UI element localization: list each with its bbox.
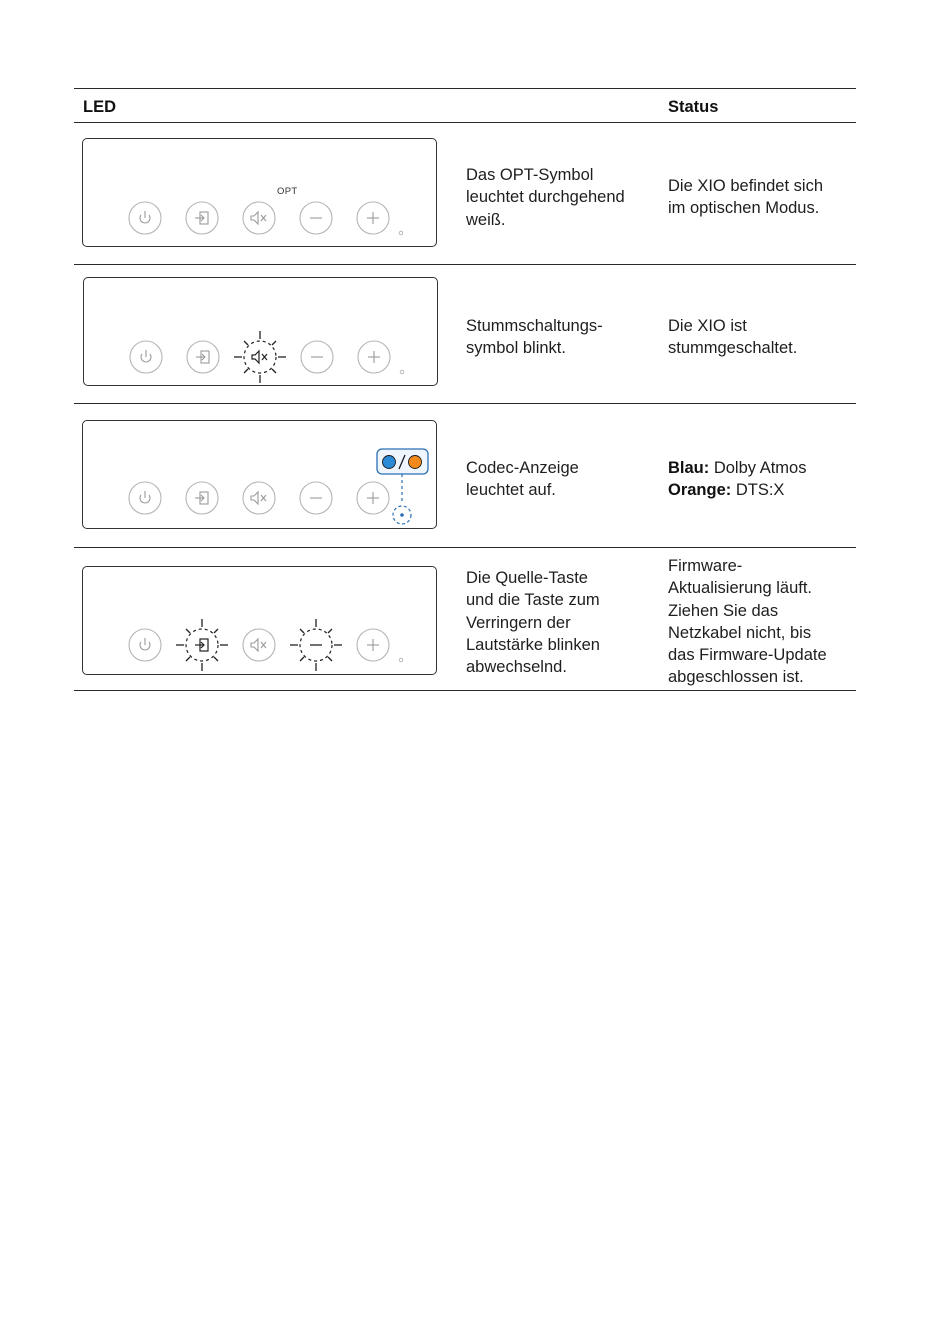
row-divider-2 bbox=[74, 403, 856, 404]
led-panel-opt bbox=[82, 138, 437, 247]
header-status: Status bbox=[668, 98, 719, 116]
row1-status: Die XIO befindet sich im optischen Modus. bbox=[668, 177, 823, 218]
source-icon bbox=[196, 351, 209, 363]
source-icon bbox=[195, 212, 208, 224]
power-icon bbox=[140, 491, 150, 503]
mute-icon bbox=[251, 639, 266, 651]
status-dot bbox=[399, 658, 403, 662]
led-panel-codec bbox=[82, 420, 437, 529]
header-rule bbox=[74, 122, 856, 123]
row3-description: Codec-Anzeige leuchtet auf. bbox=[466, 459, 579, 500]
mute-icon bbox=[251, 492, 266, 504]
plus-icon bbox=[367, 492, 379, 504]
header-led: LED bbox=[83, 98, 116, 116]
row3-status: Blau: Dolby Atmos Orange: DTS:X bbox=[668, 459, 807, 500]
row-divider-3 bbox=[74, 547, 856, 548]
source-icon bbox=[195, 639, 208, 651]
table-top-rule bbox=[74, 88, 856, 89]
led-panel-firmware bbox=[82, 566, 437, 675]
opt-label: OPT bbox=[277, 186, 298, 197]
button-row bbox=[83, 421, 438, 530]
status-dot bbox=[399, 231, 403, 235]
button-row bbox=[83, 139, 438, 248]
plus-icon bbox=[368, 351, 380, 363]
mute-icon bbox=[252, 351, 267, 363]
power-icon bbox=[141, 350, 151, 362]
codec-blue-led bbox=[383, 456, 396, 469]
status-orange-label: Orange: bbox=[668, 481, 732, 500]
codec-orange-led bbox=[409, 456, 422, 469]
power-icon bbox=[140, 638, 150, 650]
button-row bbox=[84, 278, 439, 387]
status-dot bbox=[400, 370, 404, 374]
button-row bbox=[83, 567, 438, 676]
mute-icon bbox=[251, 212, 266, 224]
source-icon bbox=[195, 492, 208, 504]
plus-icon bbox=[367, 639, 379, 651]
table-bottom-rule bbox=[74, 690, 856, 691]
row1-description: Das OPT-Symbol leuchtet durchgehend weiß. bbox=[466, 166, 625, 229]
status-blue-label: Blau: bbox=[668, 459, 710, 477]
led-panel-mute bbox=[83, 277, 438, 386]
row-divider-1 bbox=[74, 264, 856, 265]
blink-rays bbox=[234, 331, 286, 383]
power-icon bbox=[140, 211, 150, 223]
row4-description: Die Quelle-Taste und die Taste zum Verringern der Lautstärke blinken abwechselnd. bbox=[466, 569, 600, 677]
plus-icon bbox=[367, 212, 379, 224]
row2-description: Stummschaltungs- symbol blinkt. bbox=[466, 317, 603, 358]
row4-status: Firmware- Aktualisierung läuft. Ziehen Sie das Netzkabel nicht, bis das Firmware-Update abgeschlossen ist. bbox=[668, 557, 827, 687]
row2-status: Die XIO ist stummgeschaltet. bbox=[668, 317, 798, 358]
